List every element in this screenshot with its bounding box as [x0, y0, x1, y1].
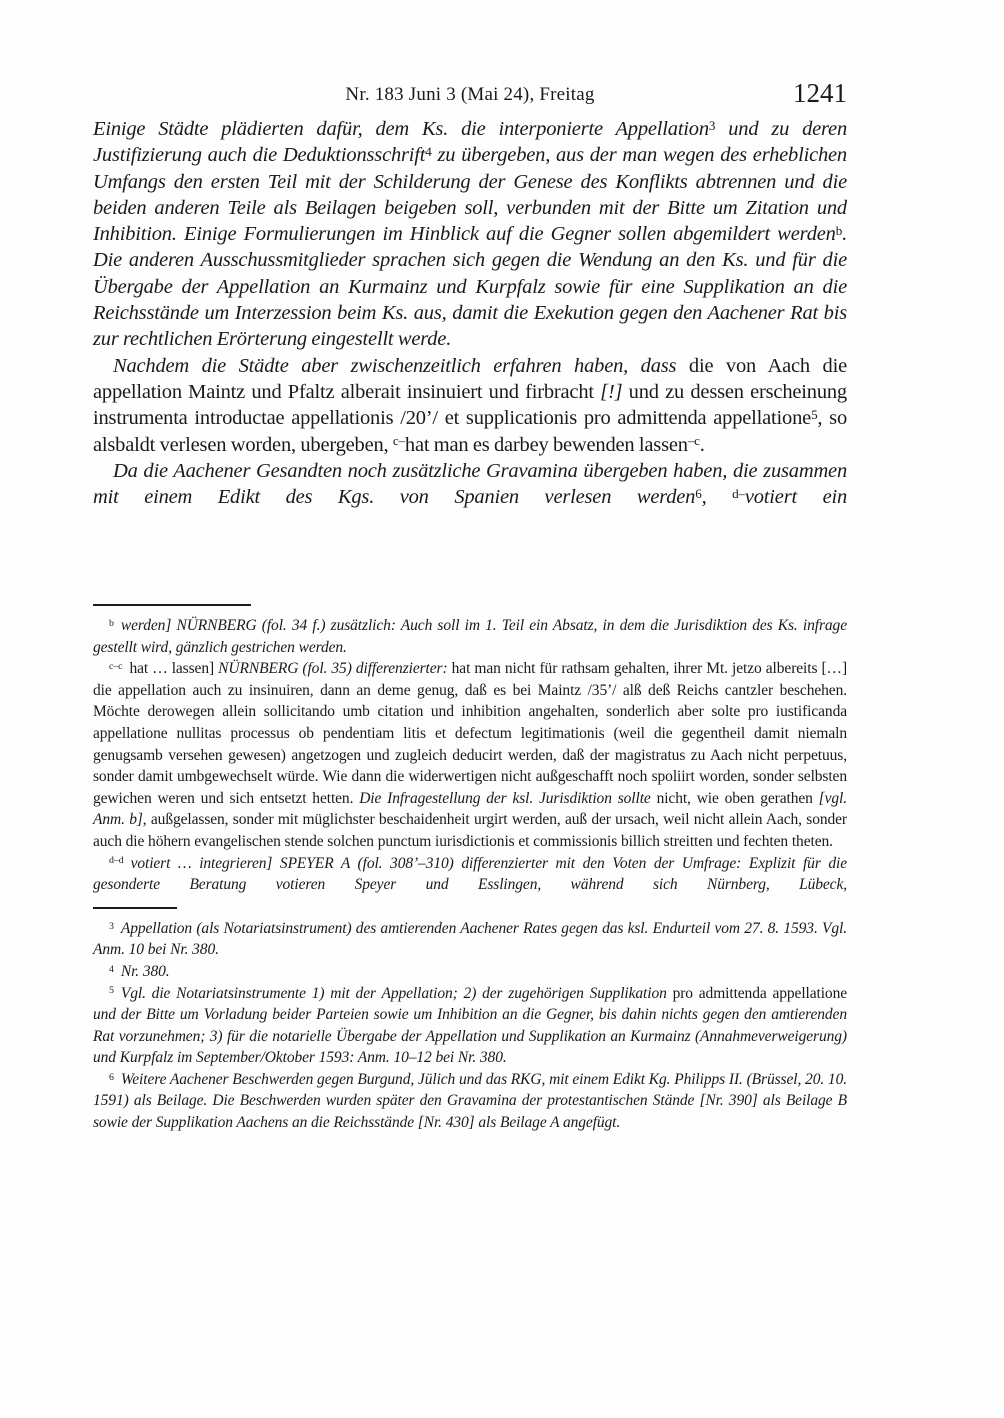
- text-run: , so alsbaldt verlesen worden, ubergeben,: [93, 407, 847, 456]
- letter-footnotes: [93, 615, 847, 896]
- text-run: Vgl. die Notariatsinstrumente 1) mit der Appellation; 2) der zugehörigen Supplikation: [120, 984, 673, 1002]
- text-run: Nachdem die Städte aber zwischenzeitlich erfahren haben, dass: [113, 354, 677, 377]
- text-run: hat … lassen]: [129, 660, 219, 678]
- text-run: pro admittenda appellatione: [672, 984, 847, 1002]
- text-run: ,: [701, 486, 733, 509]
- footnote-marker: d–d: [109, 855, 124, 867]
- running-head: Nr. 183 Juni 3 (Mai 24), Freitag: [345, 84, 595, 105]
- footnote-marker: b: [109, 617, 114, 629]
- text-run: Da die Aachener Gesandten noch zusätzliche Gravamina übergeben haben, die zusammen mit einem Edikt des Kgs. von Spanien verlesen werden: [93, 459, 847, 509]
- text-run: und zu deren Justifizierung auch die Deduktionsschrift: [93, 118, 847, 167]
- text-run: Nr. 380.: [120, 962, 170, 980]
- text-run: [vgl. Anm. b]: [93, 789, 847, 829]
- footnote: [93, 918, 847, 961]
- footnote: [93, 853, 847, 896]
- page-header: [93, 78, 847, 112]
- paragraph: [93, 353, 847, 458]
- text-run: Einige Städte plädierten dafür, dem Ks. die interponierte Appellation: [93, 118, 709, 140]
- text-run: votiert … integrieren] SPEYER A (fol. 308’–310) differenzierter mit den Voten der Umfrage: Explizit für die gesonderte Beratung votieren Speyer und Esslingen, während sich Nürnberg, Lübeck,: [93, 854, 847, 894]
- text-run: und der Bitte um Vorladung beider Parteien sowie um Inhibition an die Gegner, bis dahin nichts gegen den amtierenden Rat vorzunehmen; 3) für die notarielle Übergabe der Appellation und Supplikation an Kurmainz (Annahmeverweigerung) und Kurpfalz im September/Oktober 1593: Anm. 10–12 bei Nr. 380.: [93, 1006, 847, 1067]
- footnote-separator-letters: [93, 604, 251, 606]
- text-run: nicht, wie oben gerathen: [650, 789, 819, 807]
- text-run: werden] NÜRNBERG (fol. 34 f.) zusätzlich: Auch soll im 1. Teil ein Absatz, in dem die Jurisdiktion des Ks. infrage gestellt wird, gänzlich gestrichen werden.: [93, 617, 847, 656]
- text-run: die von Aach die appellation Maintz und Pfaltz alberait insinuiert und firbracht: [93, 354, 847, 403]
- text-run: und zu dessen erscheinung instrumenta introductae appellationis /20’/ et supplicationis pro admittenda appellatione: [93, 380, 847, 430]
- text-run: Appellation (als Notariatsinstrument) des amtierenden Aachener Rates gegen das ksl. Endurteil vom 27. 8. 1593. Vgl. Anm. 10 bei Nr. 380.: [93, 919, 847, 959]
- page-number: 1241: [793, 78, 847, 108]
- footnote: [93, 983, 847, 1069]
- note-reference: b: [835, 222, 843, 238]
- footnote: [93, 658, 847, 852]
- text-run: hat man es darbey bewenden lassen: [404, 433, 688, 456]
- text-run: Die Infragestellung der ksl. Jurisdiktion sollte: [359, 789, 651, 807]
- text-run: votiert ein: [744, 486, 848, 509]
- note-reference: d–: [732, 485, 745, 501]
- footnote-marker: 6: [109, 1071, 114, 1083]
- footnote-marker: c–c: [109, 661, 123, 673]
- text-run: hat man nicht für rathsam gehalten, ihrer Mt. jetzo albereits […] die appellation auch zu insinuiren, dann an deme genug, daß es bei Maintz /35’/ alß deß Reichs cantzler beschehen. Möchte derowegen allein sollicitando umb citation und inhibition angehalten, sonderlich aber solte pro iustificanda appellatione nullitas processus ob pendentiam litis et defectum legitimationis (weil die gegentheil damit niemaln genugsamb versehen gewesen) angetzogen und zugleich deducirt werden, daß der magistratus zu Aach nicht perpetuus, sonder damit umbgewechselt würde. Wie dann die widerwertigen nicht außgeschafft noch spoliirt worden, sonder selbsten gewichen weren und sich entsetzt hetten.: [93, 660, 848, 807]
- note-reference: 6: [695, 485, 702, 501]
- critical-apparatus: [93, 604, 847, 1134]
- footnote-marker: 3: [109, 920, 114, 932]
- main-text: [93, 116, 847, 510]
- footnote-marker: 5: [109, 985, 114, 997]
- text-run: .: [699, 433, 705, 456]
- footnote: [93, 961, 847, 983]
- paragraph: [93, 458, 847, 511]
- footnote: [93, 1069, 847, 1134]
- number-footnotes: [93, 918, 847, 1134]
- text-run: . Die anderen Ausschussmitglieder sprachen sich gegen die Wendung an den Ks. und für die Übergabe der Appellation an Kurmainz und Kurpfalz sowie für eine Supplikation an die Reichsstände um Interzession beim Ks. aus, damit die Exekution gegen den Aachener Rat bis zur rechtlichen Erörterung eingestellt werde.: [93, 223, 847, 351]
- text-run: zu übergeben, aus der man wegen des erheblichen Umfangs den ersten Teil mit der Schilderung der Genese des Konflikts abtrennen und die beiden anderen Teile als Beilagen beigeben soll, verbunden mit der Bitte um Zitation und Inhibition. Einige Formulierungen im Hinblick auf die Gegner sollen abgemildert werden: [93, 144, 847, 246]
- paragraph: [93, 116, 847, 353]
- text-run: NÜRNBERG (fol. 35) differenzierter:: [218, 660, 448, 678]
- note-reference: –c: [687, 433, 700, 449]
- note-reference: c–: [392, 433, 405, 449]
- footnote: [93, 615, 847, 658]
- footnote-marker: 4: [109, 963, 114, 975]
- note-reference: 3: [708, 117, 716, 133]
- text-run: Weitere Aachener Beschwerden gegen Burgund, Jülich und das RKG, mit einem Edikt Kg. Philipps II. (Brüssel, 20. 10. 1591) als Beilage. Die Beschwerden wurden später den Gravamina der protestantischen Stände [Nr. 390] als Beilage B sowie der Supplikation Aachens an die Reichsstände [Nr. 430] als Beilage A angefügt.: [93, 1070, 847, 1132]
- footnote-separator-numbers: [93, 907, 177, 909]
- note-reference: 5: [811, 406, 818, 422]
- text-run: , außgelassen, sonder mit müglichster beschaidenheit urgirt werden, auß der ursach, weil nicht allein Aach, sonder auch die höhern evangelischen stende solchen punctum iurisdictionis et commissionis billich streitten und fechten theten.: [93, 811, 847, 850]
- note-reference: 4: [425, 143, 432, 159]
- text-run: [!]: [600, 380, 623, 403]
